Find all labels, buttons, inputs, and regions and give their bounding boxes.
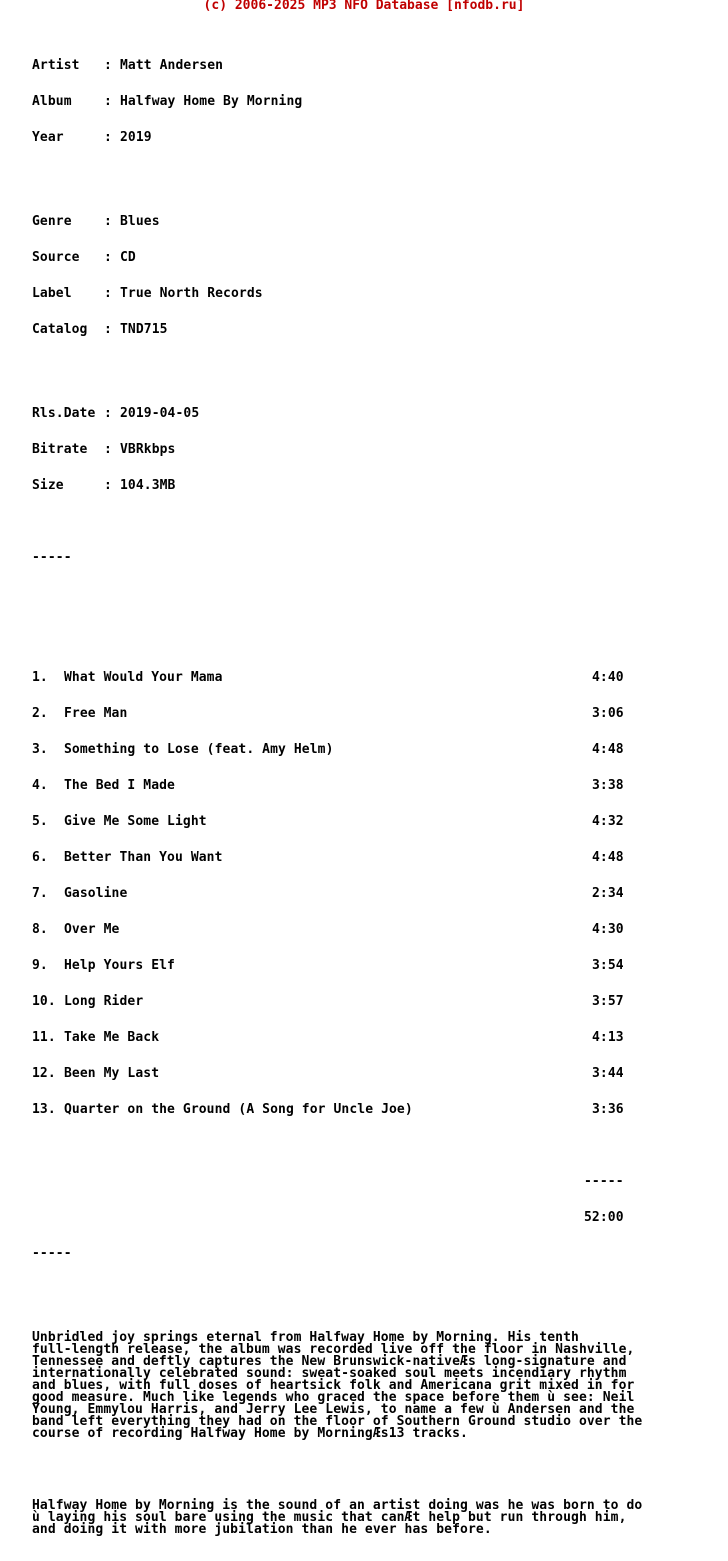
track-time: 3:36 xyxy=(592,1102,624,1117)
track-row xyxy=(32,852,722,864)
info-value: 2019 xyxy=(120,130,152,145)
track-title: Been My Last xyxy=(64,1066,160,1081)
track-time: 3:54 xyxy=(592,958,624,973)
description-paragraph-1: Unbridled joy springs eternal from Halfway Home by Morning. His tenth full-length release, the album was recorded live off the floor in Nashville, Tennessee and deftly captures the New Brunswick-nativeÆs long-signature and internationally celebrated sound: sweat-soaked soul meets incendiary rhythm and blues, with full doses of heartsick folk and Americana grit mixed in for good measure. Much like legends who graced the space before them ù see: Neil Young, Emmylou Harris, and Jerry Lee Lewis, to name a few ù Andersen and the band left everything they had on the floor of Southern Ground studio over the course of recording Halfway Home by MorningÆs13 tracks. xyxy=(32,1330,643,1441)
info-key: Source xyxy=(32,250,80,265)
track-row xyxy=(32,1104,722,1116)
divider: ----- xyxy=(32,550,72,565)
track-number: 8. xyxy=(32,922,48,937)
track-row xyxy=(32,780,722,792)
track-title: What Would Your Mama xyxy=(64,670,223,685)
track-number: 9. xyxy=(32,958,48,973)
info-sep: : xyxy=(104,478,120,493)
info-sep: : xyxy=(104,94,120,109)
track-title: Long Rider xyxy=(64,994,144,1009)
track-title: Help Yours Elf xyxy=(64,958,175,973)
track-time: 2:34 xyxy=(592,886,624,901)
track-row xyxy=(32,1068,722,1080)
info-genre xyxy=(32,216,722,228)
info-catalog xyxy=(32,324,722,336)
track-number: 7. xyxy=(32,886,48,901)
info-size xyxy=(32,480,722,492)
track-time: 4:48 xyxy=(592,850,624,865)
track-row xyxy=(32,816,722,828)
info-value: Halfway Home By Morning xyxy=(120,94,303,109)
track-row xyxy=(32,888,722,900)
info-value: TND715 xyxy=(120,322,168,337)
info-year xyxy=(32,132,722,144)
site-header: (c) 2006-2025 MP3 NFO Database [nfodb.ru] xyxy=(203,0,525,13)
tracklist xyxy=(32,648,722,1140)
track-number: 12. xyxy=(32,1066,56,1081)
track-number: 11. xyxy=(32,1030,56,1045)
track-number: 3. xyxy=(32,742,48,757)
track-row xyxy=(32,672,722,684)
track-number: 1. xyxy=(32,670,48,685)
info-sep: : xyxy=(104,322,120,337)
track-number: 10. xyxy=(32,994,56,1009)
track-number: 13. xyxy=(32,1102,56,1117)
info-bitrate xyxy=(32,444,722,456)
info-sep: : xyxy=(104,406,120,421)
info-value: Matt Andersen xyxy=(120,58,224,73)
track-number: 2. xyxy=(32,706,48,721)
info-album xyxy=(32,96,722,108)
info-artist xyxy=(32,60,722,72)
track-time: 3:06 xyxy=(592,706,624,721)
track-title: Quarter on the Ground (A Song for Uncle Joe) xyxy=(64,1102,413,1117)
track-time: 3:44 xyxy=(592,1066,624,1081)
track-title: Better Than You Want xyxy=(64,850,223,865)
track-title: Give Me Some Light xyxy=(64,814,207,829)
track-title: Free Man xyxy=(64,706,128,721)
track-number: 5. xyxy=(32,814,48,829)
track-row xyxy=(32,744,722,756)
track-time: 4:30 xyxy=(592,922,624,937)
info-key: Bitrate xyxy=(32,442,88,457)
divider-2: ----- xyxy=(32,1246,72,1261)
info-source xyxy=(32,252,722,264)
track-title: Over Me xyxy=(64,922,120,937)
track-row xyxy=(32,924,722,936)
total-time: 52:00 xyxy=(584,1210,624,1225)
track-title: Gasoline xyxy=(64,886,128,901)
total-divider: ----- xyxy=(584,1174,624,1189)
track-row xyxy=(32,996,722,1008)
info-sep: : xyxy=(104,130,120,145)
track-row xyxy=(32,1032,722,1044)
total-row xyxy=(32,1212,722,1224)
info-value: Blues xyxy=(120,214,160,229)
track-title: Something to Lose (feat. Amy Helm) xyxy=(64,742,334,757)
track-number: 6. xyxy=(32,850,48,865)
info-value: 104.3MB xyxy=(120,478,176,493)
track-title: The Bed I Made xyxy=(64,778,175,793)
info-release-date xyxy=(32,408,722,420)
info-value: True North Records xyxy=(120,286,263,301)
info-sep: : xyxy=(104,442,120,457)
track-time: 3:38 xyxy=(592,778,624,793)
nfo-text xyxy=(32,24,722,1560)
track-row xyxy=(32,960,722,972)
info-key: Catalog xyxy=(32,322,88,337)
info-key: Year xyxy=(32,130,64,145)
description-paragraph-2: Halfway Home by Morning is the sound of an artist doing was he was born to do ù laying his soul bare using the music that canÆt help but run through him, and doing it with more jubilation than he ever has before. xyxy=(32,1498,643,1537)
info-value: VBRkbps xyxy=(120,442,176,457)
info-label xyxy=(32,288,722,300)
info-key: Artist xyxy=(32,58,80,73)
info-sep: : xyxy=(104,214,120,229)
track-time: 4:32 xyxy=(592,814,624,829)
info-key: Genre xyxy=(32,214,72,229)
info-key: Album xyxy=(32,94,72,109)
info-value: CD xyxy=(120,250,136,265)
total-divider-row xyxy=(32,1176,722,1188)
info-key: Size xyxy=(32,478,64,493)
track-title: Take Me Back xyxy=(64,1030,160,1045)
info-key: Rls.Date xyxy=(32,406,96,421)
track-time: 4:40 xyxy=(592,670,624,685)
track-time: 3:57 xyxy=(592,994,624,1009)
info-value: 2019-04-05 xyxy=(120,406,200,421)
info-sep: : xyxy=(104,250,120,265)
track-number: 4. xyxy=(32,778,48,793)
info-sep: : xyxy=(104,58,120,73)
track-row xyxy=(32,708,722,720)
track-time: 4:48 xyxy=(592,742,624,757)
info-key: Label xyxy=(32,286,72,301)
info-sep: : xyxy=(104,286,120,301)
track-time: 4:13 xyxy=(592,1030,624,1045)
